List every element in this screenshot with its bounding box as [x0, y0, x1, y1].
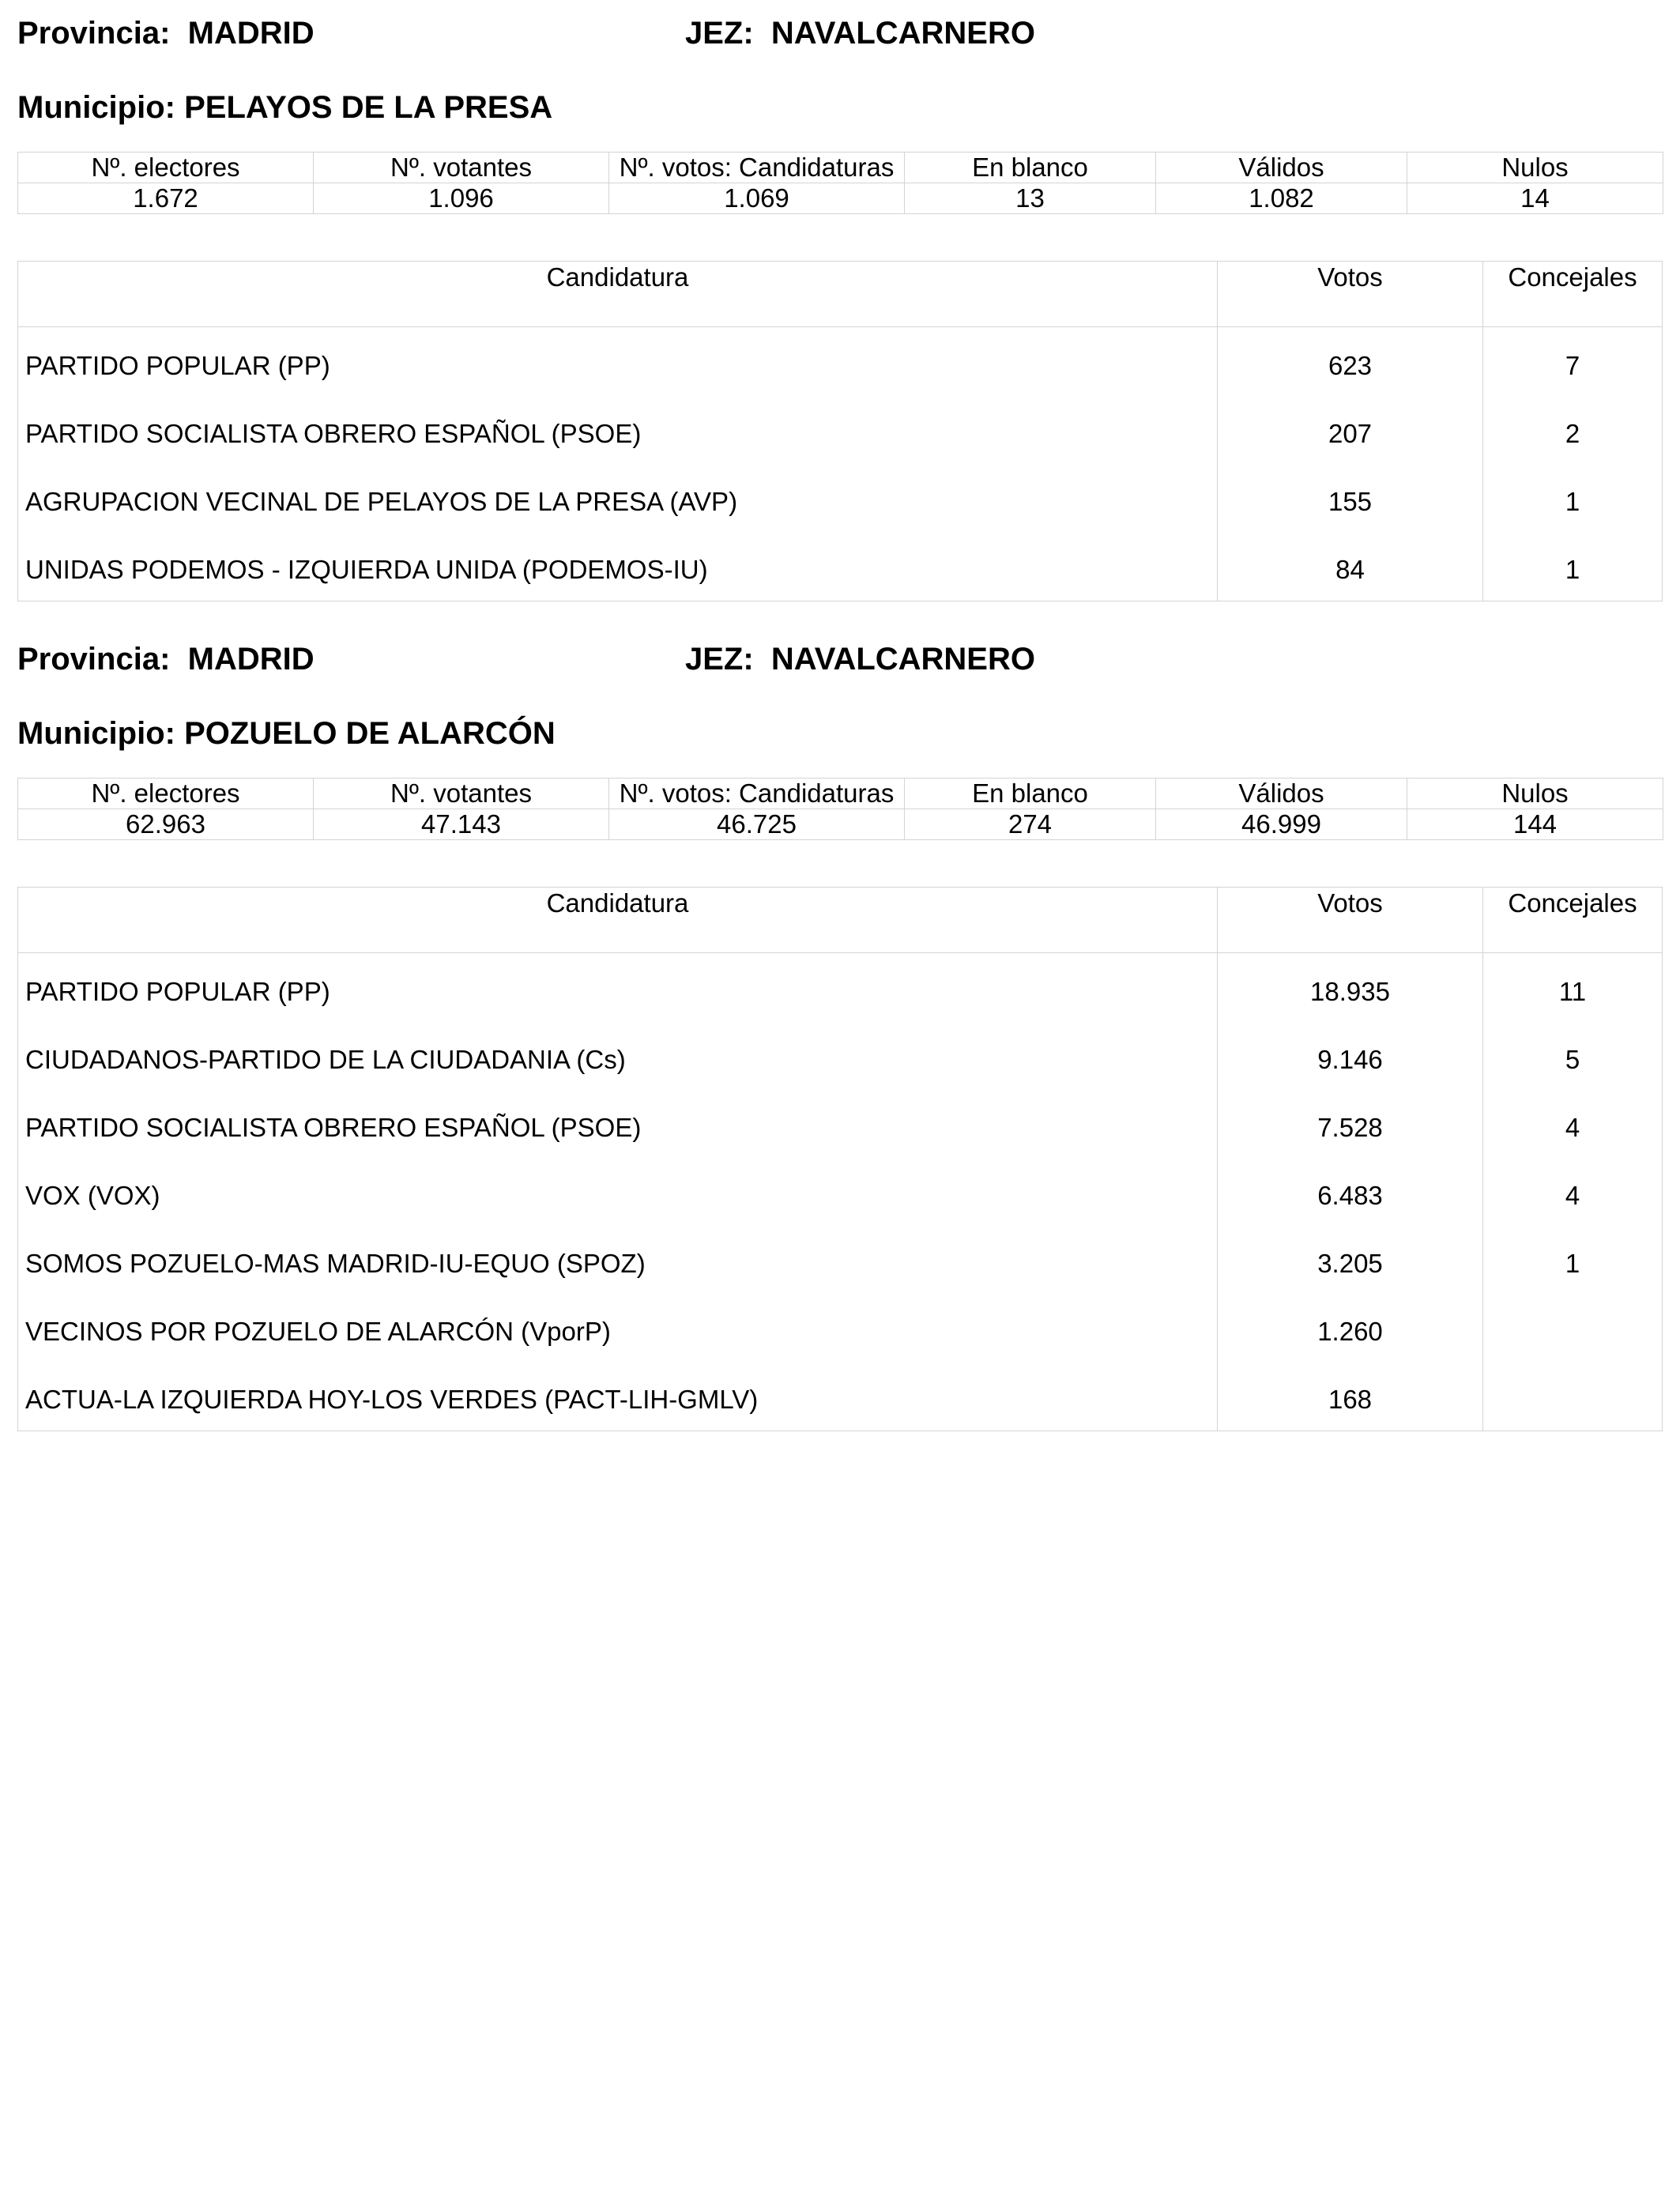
column-candidatura — [18, 953, 1218, 1431]
candidatura-cell: PARTIDO SOCIALISTA OBRERO ESPAÑOL (PSOE) — [25, 419, 642, 448]
municipio-heading — [17, 710, 556, 757]
section-header — [17, 9, 1663, 57]
provincia-heading — [17, 9, 315, 57]
stats-value-validos: 46.999 — [1156, 809, 1407, 840]
provincia-value: MADRID — [187, 642, 315, 677]
candidatura-cell: PARTIDO POPULAR (PP) — [25, 977, 330, 1006]
column-concejales — [1483, 327, 1662, 601]
header-concejales: Concejales — [1508, 262, 1637, 292]
candidatura-cell: CIUDADANOS-PARTIDO DE LA CIUDADANIA (Cs) — [25, 1045, 626, 1074]
stats-value-nulos: 14 — [1407, 183, 1663, 214]
concejales-cell — [1483, 1309, 1662, 1377]
votos-cell: 623 — [1328, 351, 1373, 380]
municipio-label: Municipio: — [17, 90, 175, 125]
stats-header-row — [18, 778, 1663, 809]
candidatura-cell: UNIDAS PODEMOS - IZQUIERDA UNIDA (PODEMOS-IU) — [25, 555, 708, 584]
header-votos: Votos — [1218, 888, 1483, 952]
stats-table — [17, 152, 1663, 214]
stats-header-validos: Válidos — [1156, 778, 1407, 809]
header-candidatura: Candidatura — [18, 262, 1218, 326]
municipio-value: POZUELO DE ALARCÓN — [184, 716, 556, 751]
column-votos — [1218, 327, 1483, 601]
results-table — [17, 887, 1663, 1431]
column-candidatura — [18, 327, 1218, 601]
provincia-value: MADRID — [187, 16, 315, 51]
stats-value-candidaturas: 46.725 — [609, 809, 905, 840]
concejales-cell: 1 — [1565, 487, 1580, 516]
stats-header-votantes: Nº. votantes — [314, 778, 609, 809]
stats-header-votantes: Nº. votantes — [314, 153, 609, 183]
results-body — [18, 327, 1662, 601]
concejales-cell: 1 — [1565, 555, 1580, 584]
jez-label: JEZ: — [685, 16, 754, 51]
stats-value-nulos: 144 — [1407, 809, 1663, 840]
candidatura-cell: SOMOS POZUELO-MAS MADRID-IU-EQUO (SPOZ) — [25, 1249, 646, 1278]
stats-header-validos: Válidos — [1156, 153, 1407, 183]
jez-label: JEZ: — [685, 642, 754, 677]
concejales-cell: 11 — [1558, 977, 1587, 1006]
stats-value-candidaturas: 1.069 — [609, 183, 905, 214]
concejales-cell: 5 — [1565, 1045, 1580, 1074]
stats-header-electores: Nº. electores — [18, 778, 314, 809]
stats-value-electores: 1.672 — [18, 183, 314, 214]
candidatura-cell: VOX (VOX) — [25, 1181, 160, 1210]
stats-header-electores: Nº. electores — [18, 153, 314, 183]
votos-cell: 18.935 — [1310, 977, 1390, 1006]
votos-cell: 9.146 — [1317, 1045, 1383, 1074]
votos-cell: 7.528 — [1317, 1113, 1383, 1142]
column-concejales — [1483, 953, 1662, 1431]
votos-cell: 84 — [1335, 555, 1365, 584]
votos-cell: 155 — [1328, 487, 1373, 516]
candidatura-cell: PARTIDO SOCIALISTA OBRERO ESPAÑOL (PSOE) — [25, 1113, 642, 1142]
municipio-label: Municipio: — [17, 716, 175, 751]
stats-header-nulos: Nulos — [1407, 778, 1663, 809]
concejales-cell — [1483, 1377, 1662, 1431]
results-header-row — [18, 262, 1662, 327]
municipio-section-pelayos — [17, 9, 1663, 584]
jez-value: NAVALCARNERO — [770, 642, 1035, 677]
jez-heading — [685, 9, 1035, 57]
jez-value: NAVALCARNERO — [770, 16, 1035, 51]
header-votos: Votos — [1218, 262, 1483, 326]
stats-value-electores: 62.963 — [18, 809, 314, 840]
votos-cell: 207 — [1328, 419, 1373, 448]
municipio-section-pozuelo — [17, 635, 1663, 1414]
municipio-value: PELAYOS DE LA PRESA — [184, 90, 553, 125]
stats-value-validos: 1.082 — [1156, 183, 1407, 214]
header-concejales: Concejales — [1508, 888, 1637, 918]
results-body — [18, 953, 1662, 1431]
concejales-cell: 1 — [1565, 1249, 1580, 1278]
provincia-heading — [17, 635, 315, 683]
stats-header-candidaturas: Nº. votos: Candidaturas — [609, 153, 905, 183]
results-header-row — [18, 888, 1662, 953]
concejales-cell: 2 — [1565, 419, 1580, 448]
votos-cell: 3.205 — [1317, 1249, 1383, 1278]
candidatura-cell: AGRUPACION VECINAL DE PELAYOS DE LA PRESA (AVP) — [25, 487, 738, 516]
concejales-cell: 7 — [1565, 351, 1580, 380]
candidatura-cell: ACTUA-LA IZQUIERDA HOY-LOS VERDES (PACT-LIH-GMLV) — [25, 1385, 759, 1414]
column-votos — [1218, 953, 1483, 1431]
concejales-cell: 4 — [1565, 1181, 1580, 1210]
stats-header-blanco: En blanco — [905, 778, 1156, 809]
stats-value-votantes: 1.096 — [314, 183, 609, 214]
stats-value-blanco: 13 — [905, 183, 1156, 214]
results-table — [17, 261, 1663, 601]
stats-value-row — [18, 809, 1663, 840]
candidatura-cell: VECINOS POR POZUELO DE ALARCÓN (VporP) — [25, 1317, 611, 1346]
header-candidatura: Candidatura — [18, 888, 1218, 952]
stats-value-blanco: 274 — [905, 809, 1156, 840]
concejales-cell: 4 — [1565, 1113, 1580, 1142]
stats-value-votantes: 47.143 — [314, 809, 609, 840]
stats-table — [17, 778, 1663, 840]
municipio-heading — [17, 84, 552, 131]
jez-heading — [685, 635, 1035, 683]
stats-header-nulos: Nulos — [1407, 153, 1663, 183]
votos-cell: 168 — [1328, 1385, 1373, 1414]
votos-cell: 6.483 — [1317, 1181, 1383, 1210]
candidatura-cell: PARTIDO POPULAR (PP) — [25, 351, 330, 380]
provincia-label: Provincia: — [17, 16, 171, 51]
stats-header-row — [18, 153, 1663, 183]
votos-cell: 1.260 — [1317, 1317, 1383, 1346]
section-header — [17, 635, 1663, 683]
stats-value-row — [18, 183, 1663, 214]
stats-header-blanco: En blanco — [905, 153, 1156, 183]
provincia-label: Provincia: — [17, 642, 171, 677]
stats-header-candidaturas: Nº. votos: Candidaturas — [609, 778, 905, 809]
